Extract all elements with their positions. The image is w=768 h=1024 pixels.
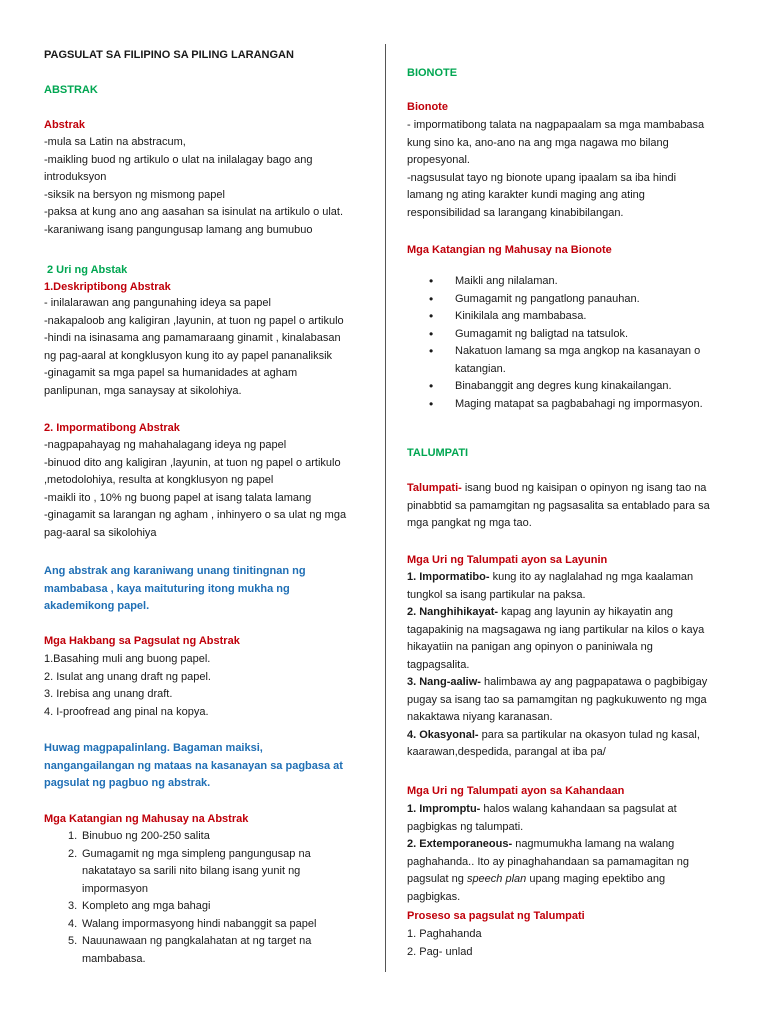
text-line: -ginagamit sa mga papel sa humanidades at agham	[44, 367, 298, 379]
text-line: - inilalarawan ang pangunahing ideya sa papel	[44, 297, 271, 309]
proseso-heading: Proseso sa pagsulat ng Talumpati	[407, 910, 585, 922]
text-line: -siksik na bersyon ng mismong papel	[44, 188, 225, 201]
text-line: nakatatayo sa sarili nito bilang isang yunit ng	[82, 865, 301, 877]
list-item	[407, 727, 727, 762]
text-line	[407, 604, 727, 622]
text-span: pagsulat ng	[407, 873, 467, 885]
text-line	[407, 801, 727, 819]
document-title: PAGSULAT SA FILIPINO SA PILING LARANGAN	[44, 49, 294, 61]
list-number: 4.	[68, 917, 78, 930]
text-line	[407, 674, 727, 692]
list-item: 1. Paghahanda	[407, 928, 482, 940]
text-line: kaarawan,despedida, parangal at iba pa/	[407, 746, 606, 758]
section-abstrak: ABSTRAK	[44, 84, 98, 96]
impormatibo-text	[44, 437, 366, 542]
list-number: 1.	[68, 830, 78, 842]
text-line: • Maging matapat sa pagbabahagi ng impormasyon.	[455, 397, 703, 410]
text-line: panlipunan, mga sanaysay at sikolohiya.	[44, 384, 242, 397]
text-line: Huwag magpapalinlang. Bagaman maiksi,	[44, 742, 263, 754]
uri-layunin-heading: Mga Uri ng Talumpati ayon sa Layunin	[407, 554, 608, 566]
text-line: introduksyon	[44, 171, 107, 183]
column-divider	[385, 44, 386, 972]
text-line	[407, 480, 727, 498]
term: 1. Impromptu-	[407, 803, 481, 815]
definition-text: nagmumukha lamang na walang	[512, 838, 675, 850]
list-number: 3.	[68, 900, 78, 912]
list-item	[407, 801, 727, 836]
term: 3. Nang-aaliw-	[407, 676, 481, 688]
text-line: -paksa at kung ano ang aasahan sa isinulat na artikulo o ulat.	[44, 206, 344, 218]
text-line: propesyonal.	[407, 154, 470, 166]
text-line: pagbigkas ng talumpati.	[407, 820, 524, 833]
text-line: Nauunawaan ng pangkalahatan at ng target na	[82, 935, 312, 947]
list-item	[44, 846, 366, 899]
text-line: -binuod dito ang kaligiran ,layunin, at tuon ng papel o artikulo	[44, 456, 341, 469]
text-line	[407, 727, 727, 745]
list-item	[407, 343, 727, 378]
definition-text: halos walang kahandaan sa pagsulat at	[480, 803, 677, 815]
list-number: 5.	[68, 935, 78, 947]
text-line: -karaniwang isang pangungusap lamang ang bumubuo	[44, 223, 313, 236]
definition-text: para sa partikular na okasyon tulad ng kasal,	[478, 728, 700, 741]
text-line: Ang abstrak ang karaniwang unang tinitingnan ng	[44, 565, 306, 577]
text-line: -hindi na isinasama ang pamamaraang ginamit , kinalabasan	[44, 332, 341, 344]
katangian-abstrak-heading: Mga Katangian ng Mahusay na Abstrak	[44, 813, 249, 825]
list-item: 2. Pag- unlad	[407, 945, 473, 958]
text-line: akademikong papel.	[44, 600, 150, 612]
text-line: katangian.	[455, 362, 506, 375]
text-line: -nakapaloob ang kaligiran ,layunin, at tuon ng papel o artikulo	[44, 314, 344, 327]
section-bionote: BIONOTE	[407, 67, 458, 79]
impormatibo-heading: 2. Impormatibong Abstrak	[44, 422, 180, 434]
text-line: • Nakatuon lamang sa mga angkop na kasanayan o	[455, 345, 701, 357]
list-item	[44, 828, 366, 846]
term: 2. Nanghihikayat-	[407, 606, 499, 618]
blue-note-huwag	[44, 740, 366, 793]
definition-text: kung ito ay naglalahad ng mga kaalaman	[489, 571, 694, 583]
text-line	[407, 569, 727, 587]
list-item	[407, 674, 727, 727]
uri-layunin-list	[407, 569, 727, 762]
list-item	[407, 291, 727, 309]
text-line	[407, 871, 727, 889]
text-line: • Binabanggit ang degres kung kinakailangan.	[455, 380, 672, 392]
definition-text: kapag ang layunin ay hikayatin ang	[498, 606, 673, 618]
list-item	[407, 273, 727, 291]
abstrak-definition	[44, 134, 366, 239]
text-line: mambabasa.	[82, 952, 146, 965]
text-line: ,metodolohiya, resulta at kongklusyon ng papel	[44, 474, 274, 486]
text-line: • Kinikilala ang mambabasa.	[455, 310, 587, 322]
term: 4. Okasyonal-	[407, 728, 479, 741]
term: Talumpati-	[407, 482, 462, 494]
list-item	[407, 396, 727, 414]
text-line: pinabbtid sa pamamgitan ng pagsasalita sa entablado para sa	[407, 499, 710, 512]
text-line: hikayatiin na panigan ang opinyon o paniniwala ng	[407, 641, 653, 653]
text-line: mga pangkat ng mga tao.	[407, 517, 532, 529]
text-line: pagbigkas.	[407, 890, 461, 903]
hakbang-heading: Mga Hakbang sa Pagsulat ng Abstrak	[44, 635, 240, 647]
text-line: - impormatibong talata na nagpapaalam sa mga mambabasa	[407, 119, 705, 131]
text-line: ng pag-aaral at kongklusyon kung ito ay papel pananaliksik	[44, 349, 333, 362]
definition-text: halimbawa ay ang pagpapatawa o pagbibigay	[480, 676, 708, 688]
text-line: Walang impormasyong hindi nabanggit sa papel	[82, 917, 317, 930]
abstrak-heading: Abstrak	[44, 119, 85, 131]
proseso-list	[407, 926, 727, 961]
text-line: • Gumagamit ng baligtad na tatsulok.	[455, 327, 629, 340]
list-item: 3. Irebisa ang unang draft.	[44, 688, 173, 700]
text-line: impormasyon	[82, 882, 149, 895]
deskriptibo-heading: 1.Deskriptibong Abstrak	[44, 281, 171, 293]
hakbang-list	[44, 651, 366, 721]
text-line: • Gumagamit ng pangatlong panauhan.	[455, 292, 640, 305]
list-item	[44, 916, 366, 934]
uri-kahandaan-heading: Mga Uri ng Talumpati ayon sa Kahandaan	[407, 785, 625, 797]
text-line	[407, 836, 727, 854]
bionote-katangian-heading: Mga Katangian ng Mahusay na Bionote	[407, 244, 612, 256]
uri-heading: 2 Uri ng Abstak	[47, 264, 128, 276]
list-item: 4. I-proofread ang pinal na kopya.	[44, 705, 209, 718]
text-line: -maikling buod ng artikulo o ulat na inilalagay bago ang	[44, 153, 313, 166]
list-item	[44, 933, 366, 968]
text-line: pag-aaral sa sikolohiya	[44, 526, 157, 539]
text-line: tungkol sa isang partikular na paksa.	[407, 588, 586, 601]
text-line: mambabasa , kaya maituturing itong mukha ng	[44, 582, 290, 595]
term: 1. Impormatibo-	[407, 571, 490, 583]
list-item: 2. Isulat ang unang draft ng papel.	[44, 670, 211, 683]
text-line: -ginagamit sa larangan ng agham , inhinyero o sa ulat ng mga	[44, 509, 347, 521]
text-line: • Maikli ang nilalaman.	[455, 275, 558, 287]
list-item	[407, 836, 727, 906]
text-line: pagsulat ng pagbuo ng abstrak.	[44, 777, 211, 789]
list-item	[407, 378, 727, 396]
text-line: kung sino ka, ano-ano na ang mga nagawa mo bilang	[407, 136, 669, 149]
text-line: -mula sa Latin na abstracum,	[44, 136, 186, 148]
text-span: upang maging epektibo ang	[526, 873, 666, 885]
term: 2. Extemporaneous-	[407, 838, 513, 850]
talumpati-definition	[407, 480, 727, 533]
blue-note-abstrak	[44, 563, 366, 616]
text-line: nangangailangan ng mataas na kasanayan sa pagbasa at	[44, 759, 343, 772]
list-item: 1.Basahing muli ang buong papel.	[44, 653, 211, 665]
text-line: Binubuo ng 200-250 salita	[82, 830, 210, 842]
list-item	[407, 604, 727, 674]
section-talumpati: TALUMPATI	[407, 447, 469, 459]
bionote-heading: Bionote	[407, 101, 448, 113]
katangian-abstrak-list	[44, 828, 366, 968]
text-line: responsibilidad sa larangang kinabibilangan.	[407, 206, 624, 219]
uri-kahandaan-list	[407, 801, 727, 906]
text-line: pugay sa isang tao sa pamamgitan ng pagkukuwento ng mga	[407, 693, 707, 706]
list-item	[407, 326, 727, 344]
deskriptibo-text	[44, 295, 366, 400]
text-line: -nagpapahayag ng mahahalagang ideya ng papel	[44, 439, 287, 451]
text-line: tagpagsalita.	[407, 658, 470, 671]
list-item	[44, 898, 366, 916]
text-line: -nagsusulat tayo ng bionote upang ipaalam sa iba hindi	[407, 171, 677, 184]
text-line: lamang ng ating karakter kundi maging ang ating	[407, 189, 645, 201]
text-line: Gumagamit ng mga simpleng pangungusap na	[82, 847, 311, 860]
text-line: paghahanda.. Ito ay pinaghahandaan sa pamamagitan ng	[407, 855, 689, 868]
text-line: -maikli ito , 10% ng buong papel at isang talata lamang	[44, 491, 312, 504]
italic-term: speech plan	[466, 873, 527, 885]
definition-text: isang buod ng kaisipan o opinyon ng isang tao na	[461, 482, 707, 494]
list-item	[407, 308, 727, 326]
list-number: 2.	[68, 847, 78, 860]
bionote-definition	[407, 117, 727, 222]
text-line: Kompleto ang mga bahagi	[82, 900, 211, 912]
bionote-katangian-list	[407, 273, 727, 413]
list-item	[407, 569, 727, 604]
text-line: nakaktawa niyang karanasan.	[407, 711, 553, 723]
text-line: tagapakinig na magsagawa ng iang partikular na kilos o kaya	[407, 623, 705, 636]
